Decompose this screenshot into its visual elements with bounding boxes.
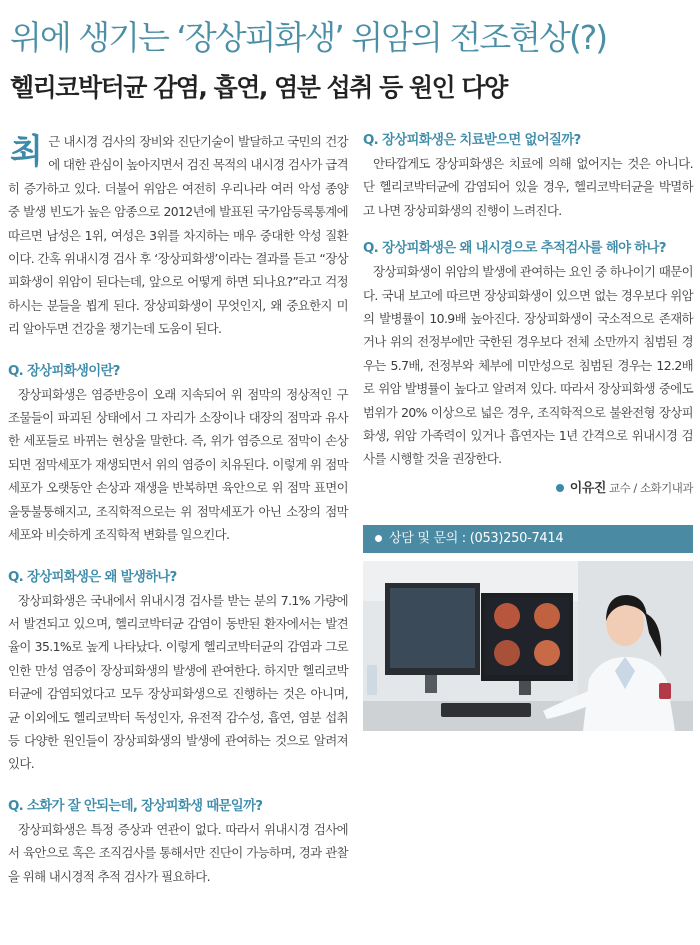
bullet-dot-icon [556,484,564,492]
left-column [8,130,348,888]
question-heading: Q. 소화가 잘 안되는데, 장상피화생 때문일까? [8,798,263,814]
question-heading: Q. 장상피화생은 왜 내시경으로 추적검사를 해야 하나? [363,241,666,257]
contact-text: 상담 및 문의 : (053)250-7414 [389,531,564,546]
author-department: / 소화기내과 [633,480,693,495]
question-heading: Q. 장상피화생은 왜 발생하나? [8,569,177,585]
intro-paragraph [8,130,348,341]
question-heading: Q. 장상피화생이란? [8,363,120,379]
answer-paragraph: 장상피화생은 특정 증상과 연관이 없다. 따라서 위내시경 검사에서 육안으로 혹은 조직검사를 통해서만 진단이 가능하며, 경과 관찰을 위해 내시경적 추적 검사가 필요하다. [8,821,348,884]
answer-paragraph: 안타깝게도 장상피화생은 치료에 의해 없어지는 것은 아니다. 단 헬리코박터균에 감염되어 있을 경우, 헬리코박터균을 박멸하고 나면 장상피화생의 진행이 느려진다. [363,156,693,218]
answer-paragraph: 장상피화생이 위암의 발생에 관여하는 요인 중 하나이기 때문이다. 국내 보고에 따르면 장상피화생이 있으면 없는 경우보다 위암의 발병률이 10.9배 높아진다. 장상피화생이 국소적으로 존재하거나 위의 전정부에만 국한된 경우보다 전체 소만까지 침범된 경우는 5.7배, 전정부와 체부에 미만성으로 침범된 경우는 12.2배로 위암 발병률이 높다고 알려져 있다. 따라서 장상피화생 중에도 범위가 20% 이상으로 넓은 경우, 조직학적으로 불완전형 장상피화생, 위암 가족력이 있거나 흡연자는 1년 간격으로 위내시경 검사를 시행할 것을 권장한다. [363,264,693,467]
article-title: 위에 생기는 ‘장상피화생’ 위암의 전조현상(?) [10,18,607,57]
answer-paragraph: 장상피화생은 국내에서 위내시경 검사를 받는 분의 7.1% 가량에서 발견되고 있으며, 헬리코박터균 감염이 동반된 환자에서는 발견율이 35.1%로 높게 나타났다. 이렇게 헬리코박터균의 감염과 그로 인한 만성 염증이 장상피화생의 발생에 관여한다. 하지만 헬리코박터균에 감염되었다고 모두 장상피화생으로 진행하는 것은 아니며, 균 이외에도 헬리코박터 독성인자, 유전적 감수성, 흡연, 염분 섭취 등 다양한 원인들이 장상피화생의 발생에 관여하는 것으로 알려져 있다. [8,592,348,772]
intro-text: 근 내시경 검사의 장비와 진단기술이 발달하고 국민의 건강에 대한 관심이 높아지면서 검진 목적의 내시경 검사가 급격히 증가하고 있다. 더불어 위암은 여전히 우리나라 여러 악성 종양 중 발생 빈도가 높은 암종으로 2012년에 발표된 국가암등록통계에 따르면 남성은 1위, 여성은 3위를 차지하는 매우 중대한 악성 질환이다. 간혹 위내시경 검사 후 ‘장상피화생’이라는 결과를 듣고 “장상피화생이 위암이 된다는데, 앞으로 어떻게 하면 되나요?”라고 걱정하시는 분들을 뵙게 된다. 장상피화생이 무엇인지, 왜 중요한지 미리 알아두면 건강을 챙기는데 도움이 된다. [8,134,348,337]
doctor-photo [363,561,693,731]
author-name: 이유진 [569,480,606,496]
question-heading: Q. 장상피화생은 치료받으면 없어질까? [363,133,581,148]
doctor-at-endoscopy-monitor-illustration [363,561,693,731]
bullet-dot-icon [375,535,382,542]
answer-paragraph: 장상피화생은 염증반응이 오래 지속되어 위 점막의 정상적인 구조물들이 파괴된 상태에서 그 자리가 소장이나 대장의 점막과 유사한 세포들로 바뀌는 현상을 말한다. 즉, 위가 염증으로 점막이 손상되면 점막세포가 재생되면서 위의 염증이 치유된다. 이렇게 위 점막세포가 오랫동안 손상과 재생을 반복하면 육안으로 위 점막 표면이 울퉁불퉁해지고, 조직학적으로는 위 점막세포가 아닌 소장의 점막세포와 비슷하게 조직학적 변화를 일으킨다. [8,386,348,543]
contact-bar [363,525,693,553]
drop-cap: 최 [10,132,43,172]
right-column [363,130,693,498]
author-title: 교수 [609,480,631,495]
author-credit [363,479,693,498]
article-subtitle: 헬리코박터균 감염, 흡연, 염분 섭취 등 원인 다양 [10,73,507,102]
